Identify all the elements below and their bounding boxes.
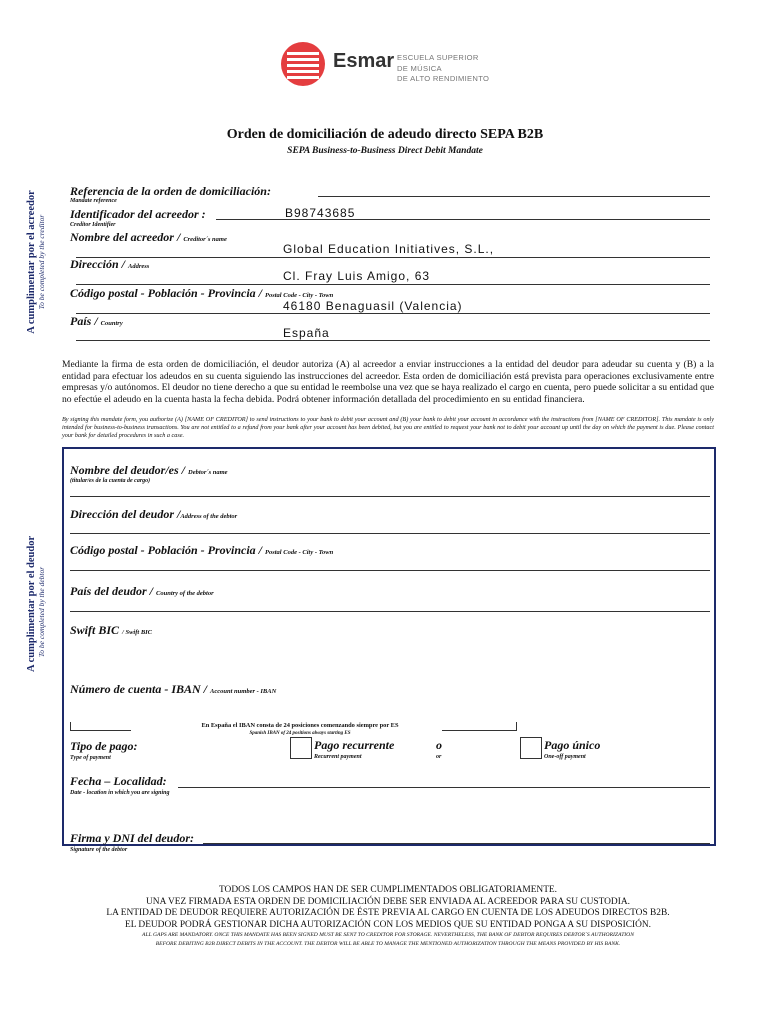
signature-sub: Signature of the debtor: [70, 847, 128, 853]
creditor-name-value: Global Education Initiatives, S.L.,: [283, 242, 495, 256]
creditor-identifier-sub: Creditor Identifier: [70, 222, 116, 228]
debtor-postal-label: Código postal - Población - Provincia / Postal Code - City - Town: [70, 543, 334, 557]
payment-type-label: Tipo de pago:: [70, 739, 138, 753]
creditor-side-label: A cumplimentar por el acreedor To be completed by the creditor: [26, 190, 46, 334]
debtor-iban-label: Número de cuenta - IBAN / Account number - IBAN: [70, 682, 277, 696]
debtor-swift-label: Swift BIC / Swift BIC: [70, 623, 153, 637]
iban-field-end[interactable]: [442, 722, 517, 731]
footer-notice-en: ALL GAPS ARE MANDATORY. ONCE THIS MANDATE HAS BEEN SIGNED MUST BE SENT TO CREDITOR FOR STORAGE. NEVERTHELESS, THE BANK OF DEBTOR REQUIRES DEBTOR´S AUTHORIZATION BEFORE DEBITING B2B DIRECT DEBITS IN THE ACCOUNT. THE DEBTOR WILL BE ABLE TO MANAGE THE MENTIONED AUTHORIZATION THROUGH THE MEANS PROVIDED BY HIS BANK.: [142, 932, 634, 947]
debtor-swift-field[interactable]: [70, 662, 710, 663]
debtor-name-line[interactable]: [70, 496, 710, 497]
debtor-country-label: País del deudor / Country of the debtor: [70, 584, 214, 598]
iban-note: En España el IBAN consta de 24 posiciones comenzando siempre por ES: [201, 722, 399, 729]
footer-notice: TODOS LOS CAMPOS HAN DE SER CUMPLIMENTADOS OBLIGATORIAMENTE. UNA VEZ FIRMADA ESTA ORDEN DE DOMICILIACIÓN DEBE SER ENVIADA AL ACREEDOR PARA SU CUSTODIA. LA ENTIDAD DE DEUDOR REQUIERE AUTORIZACIÓN DE ÉSTE PREVIA AL CARGO EN CUENTA DE LOS ADEUDOS DIRECTOS B2B. EL DEUDOR PODRÁ GESTIONAR DICHA AUTORIZACIÓN CON LOS MEDIOS QUE SU ENTIDAD PONGA A SU DISPOSICIÓN.: [106, 885, 670, 930]
date-location-line[interactable]: [178, 787, 710, 788]
debtor-name-label: Nombre del deudor/es / Debtor´s name: [70, 463, 228, 477]
oneoff-payment-checkbox[interactable]: [520, 737, 542, 759]
creditor-name-line[interactable]: [76, 257, 710, 258]
mandate-reference-sub: Mandate reference: [70, 198, 117, 204]
recurrent-payment-checkbox[interactable]: [290, 737, 312, 759]
debtor-address-label: Dirección del deudor /Address of the debtor: [70, 507, 238, 521]
creditor-postal-label: Código postal - Población - Provincia / Postal Code - City - Town: [70, 286, 334, 300]
oneoff-payment-sub: One-off payment: [544, 754, 586, 760]
creditor-identifier-label: Identificador del acreedor :: [70, 207, 206, 221]
creditor-address-value: Cl. Fray Luis Amigo, 63: [283, 269, 431, 283]
signature-line[interactable]: [203, 843, 710, 844]
logo-mark-icon: [281, 42, 325, 86]
creditor-identifier-line[interactable]: [216, 219, 710, 220]
creditor-name-label: Nombre del acreedor / Creditor´s name: [70, 230, 227, 244]
mandate-reference-label: Referencia de la orden de domiciliación:: [70, 184, 271, 198]
authorization-text-en: By signing this mandate form, you authorize (A) [NAME OF CREDITOR] to send instructions to your bank to debit your account and (B) your bank to debit your account in accordance with the instructions from [NAME OF CREDITOR]. This mandate is only intended for business-to-business transactions. You are not entitled to a refund from your bank after your account has been debited, but you are entitled to request your bank not to debit your account up until the day on which the payment is due. Please contact your bank for detailed procedures in such a case.: [62, 416, 714, 439]
creditor-country-label: País / Country: [70, 314, 123, 328]
logo-brand: Esmar: [333, 50, 395, 72]
recurrent-payment-sub: Recurrent payment: [314, 754, 362, 760]
authorization-text-es: Mediante la firma de esta orden de domiciliación, el deudor autoriza (A) al acreedor a enviar instrucciones a la entidad del deudor para adeudar su cuenta y (B) a la entidad para efectuar los adeudos en su cuenta siguiendo las instrucciones del acreedor. Esta orden de domiciliación está prevista para operaciones exclusivamente entre empresas y/o autónomos. El deudor no tiene derecho a que su entidad le reembolse una vez que se haya realizado el cargo en cuenta, pero puede solicitar a su entidad que no efectúe el adeudo en la cuenta hasta la fecha debida. Podrá obtener información detallada del procedimiento en su entidad financiera.: [62, 359, 714, 405]
page-title: Orden de domiciliación de adeudo directo SEPA B2B: [226, 127, 544, 142]
creditor-postal-line[interactable]: [76, 313, 710, 314]
debtor-address-line[interactable]: [70, 533, 710, 534]
debtor-side-label: A cumplimentar por el deudor To be completed by the debtor: [26, 535, 46, 672]
creditor-country-line[interactable]: [76, 340, 710, 341]
or-sub: or: [436, 754, 442, 760]
creditor-postal-value: 46180 Benaguasil (Valencia): [283, 299, 463, 313]
creditor-address-line[interactable]: [76, 284, 710, 285]
debtor-country-line[interactable]: [70, 611, 710, 612]
date-location-sub: Date - location in which you are signing: [70, 790, 170, 796]
iban-note-en: Spanish IBAN of 24 positions always starting ES: [249, 731, 351, 736]
creditor-identifier-value: B98743685: [285, 206, 356, 220]
or-label: o: [436, 738, 442, 752]
creditor-country-value: España: [283, 326, 330, 340]
debtor-postal-line[interactable]: [70, 570, 710, 571]
creditor-address-label: Dirección / Address: [70, 257, 150, 271]
iban-field-start[interactable]: [70, 722, 131, 731]
debtor-name-sub: (titular/es de la cuenta de cargo): [70, 478, 151, 484]
page-subtitle: SEPA Business-to-Business Direct Debit Mandate: [287, 146, 483, 156]
payment-type-sub: Type of payment: [70, 755, 111, 761]
mandate-reference-line[interactable]: [318, 196, 710, 197]
signature-label: Firma y DNI del deudor:: [70, 831, 194, 845]
logo-subtitle: ESCUELA SUPERIOR DE MÚSICA DE ALTO RENDIMIENTO: [397, 53, 490, 83]
date-location-label: Fecha – Localidad:: [70, 774, 167, 788]
school-logo: [281, 42, 511, 90]
recurrent-payment-label: Pago recurrente: [314, 738, 395, 752]
oneoff-payment-label: Pago único: [544, 738, 601, 752]
